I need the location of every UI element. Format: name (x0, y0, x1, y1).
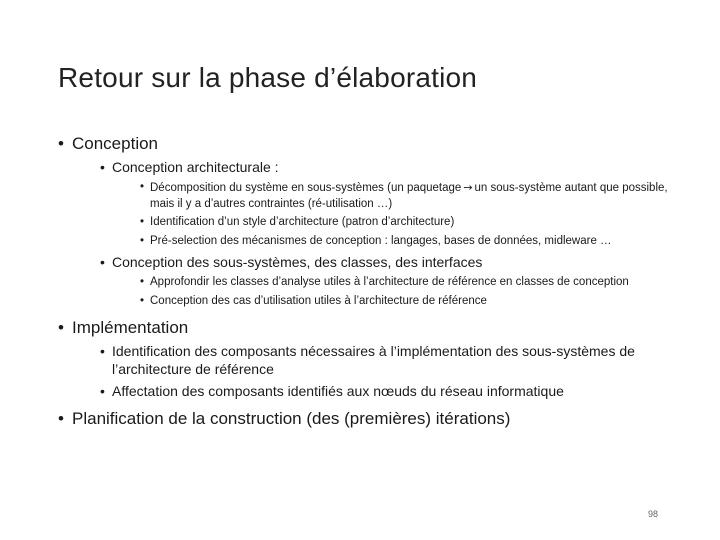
bullet-conception (58, 133, 678, 309)
bullet-decomposition (140, 180, 678, 212)
bullet-text: Identification d’un style d’architecture (patron d’architecture) (150, 216, 455, 228)
slide-title: Retour sur la phase d’élaboration (58, 62, 478, 93)
bullet-text: Affectation des composants identifiés aux nœuds du réseau informatique (112, 383, 564, 399)
bullet-label: Implémentation (72, 318, 189, 337)
bullet-affectation-composants (100, 382, 678, 400)
bullet-label: Conception des sous-systèmes, des classes, des interfaces (112, 254, 483, 270)
bullet-conception-architecturale (100, 158, 678, 249)
bullet-cas-utilisation (140, 294, 678, 310)
bullet-label: Conception (72, 134, 159, 153)
arrow-right-icon: → (463, 181, 473, 194)
bullet-preselection (140, 234, 678, 250)
bullet-text-part-2: un sous-système autant que possible, mais il y a d’autres contraintes (ré-utilisation …) (150, 182, 668, 210)
bullet-label: Conception architecturale : (112, 159, 279, 175)
main-bullet-list (58, 133, 678, 430)
bullet-text: Pré-selection des mécanismes de conception : langages, bases de données, midleware … (150, 234, 612, 247)
page-number: 98 (648, 509, 659, 519)
bullet-text-part-1: Décomposition du système en sous-systèmes (un paquetage (150, 182, 462, 194)
bullet-text: Identification des composants nécessaires à l’implémentation des sous-systèmes de l’architecture de référence (112, 343, 635, 377)
bullet-approfondir (140, 275, 678, 291)
bullet-planification (58, 408, 678, 430)
slide-content (58, 133, 678, 430)
bullet-text: Approfondir les classes d’analyse utiles à l’architecture de référence en classes de conception (150, 276, 629, 288)
bullet-conception-sous-systemes (100, 253, 678, 309)
bullet-identification-composants (100, 342, 678, 378)
sub-bullet-list (100, 158, 678, 309)
bullet-identification-style (140, 215, 678, 231)
sub-sub-bullet-list (140, 275, 678, 309)
bullet-label: Planification de la construction (des (premières) itérations) (72, 409, 511, 428)
bullet-text: Conception des cas d’utilisation utiles à l’architecture de référence (150, 294, 487, 307)
sub-bullet-list (100, 342, 678, 400)
bullet-implementation (58, 317, 678, 400)
sub-sub-bullet-list (140, 180, 678, 249)
